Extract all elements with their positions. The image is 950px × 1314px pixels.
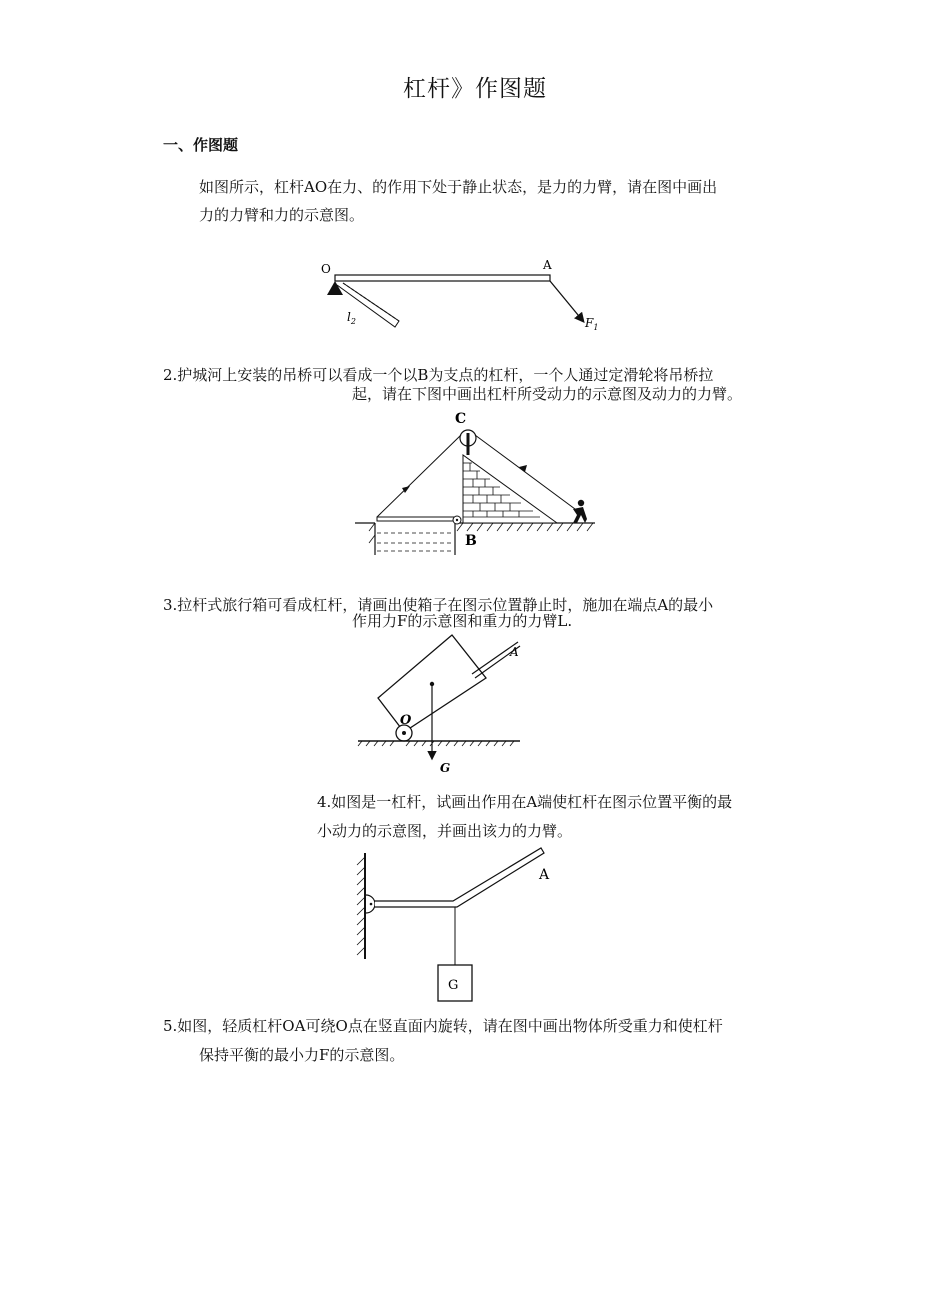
q1-text-line1: 如图所示，杠杆AO在力、的作用下处于静止状态，是力的力臂，请在图中画出: [199, 178, 718, 196]
q4-figure: [345, 845, 565, 1005]
q5-text-line1: 5.如图，轻质杠杆OA可绕O点在竖直面内旋转，请在图中画出物体所受重力和使杠杆: [163, 1017, 723, 1035]
brick-wall: [463, 455, 557, 523]
q3-text-line1: 3.拉杆式旅行箱可看成杠杆，请画出使箱子在图示位置静止时，施加在端点A的最小: [163, 596, 714, 614]
bent-lever: [375, 848, 544, 907]
label-a: A: [543, 258, 552, 272]
q5-text-line2: 保持平衡的最小力F的示意图。: [199, 1046, 405, 1064]
label-o: O: [400, 713, 412, 728]
drawbridge: [377, 517, 455, 521]
label-c: C: [455, 411, 467, 427]
lever-ao: [335, 275, 550, 281]
q2-text-line2: 起，请在下图中画出杠杆所受动力的示意图及动力的力臂。: [352, 385, 743, 403]
label-g: G: [440, 761, 451, 775]
label-a: A: [510, 645, 519, 659]
q4-text-line2: 小动力的示意图，并画出该力的力臂。: [317, 822, 573, 840]
q2-text-line1: 2.护城河上安装的吊桥可以看成一个以B为支点的杠杆，一个人通过定滑轮将吊桥拉: [163, 366, 714, 384]
label-g: G: [448, 978, 459, 993]
q4-text-line1: 4.如图是一杠杆，试画出作用在A端使杠杆在图示位置平衡的最: [317, 793, 733, 811]
label-a: A: [539, 867, 550, 883]
label-f1: $F_1$: [585, 316, 599, 332]
label-o: O: [321, 262, 331, 276]
q3-text-line2: 作用力F的示意图和重力的力臂L.: [352, 612, 573, 630]
label-l2: $l_2$: [347, 310, 356, 326]
person-figure: [573, 500, 587, 523]
q2-figure: [355, 405, 605, 555]
page-title: 杠杆》作图题: [403, 76, 547, 102]
section-heading: 一、作图题: [163, 136, 239, 154]
rope-left: [377, 435, 461, 517]
q1-text-line2: 力的力臂和力的示意图。: [199, 206, 365, 224]
label-b: B: [465, 533, 477, 549]
force-f1-arrow: [550, 281, 583, 321]
q1-figure: [315, 255, 615, 335]
q3-figure: [350, 630, 530, 775]
